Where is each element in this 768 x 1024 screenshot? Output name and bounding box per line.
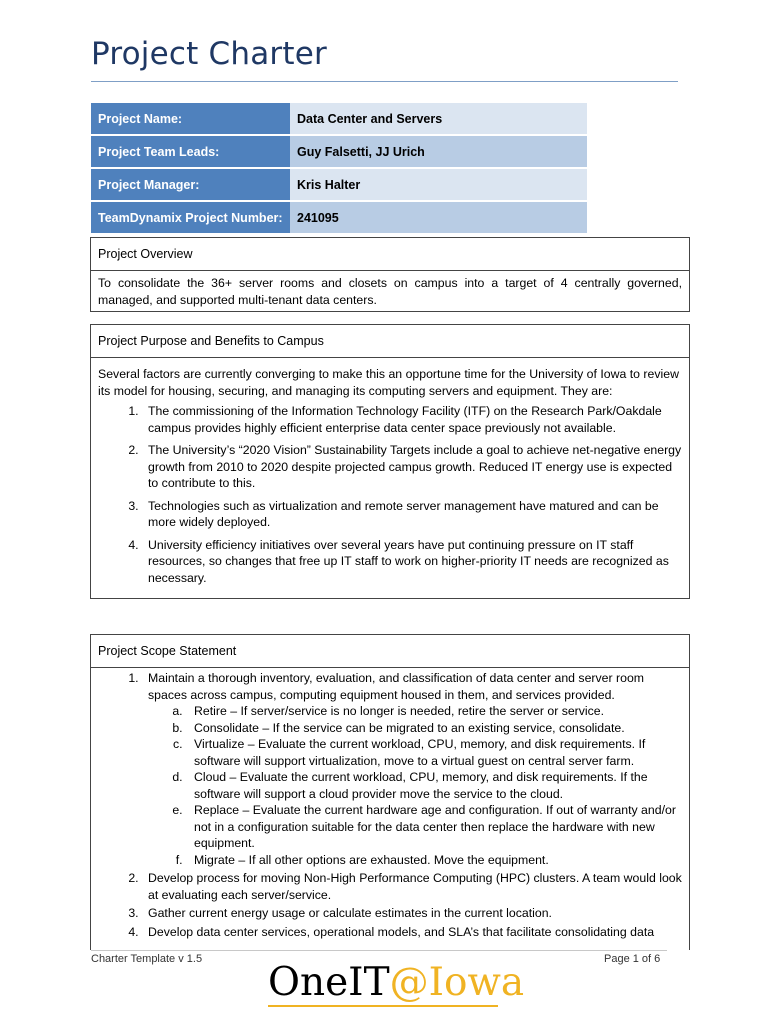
list-item: f. Migrate – If all other options are exhausted. Move the equipment. <box>186 852 682 869</box>
list-item: e. Replace – Evaluate the current hardware age and configuration. If out of warranty and/or not in a configuration suitable for the data center then replace the hardware with new equipment. <box>186 802 682 852</box>
overview-heading: Project Overview <box>91 238 689 271</box>
scope-section <box>90 634 690 950</box>
team-leads-value: Guy Falsetti, JJ Urich <box>290 135 587 168</box>
list-item: d. Cloud – Evaluate the current workload, CPU, memory, and disk requirements. If the software will support a cloud provider move the service to the cloud. <box>186 769 682 802</box>
logo-text-oneit: OneIT <box>268 960 390 1005</box>
scope-body <box>91 668 689 948</box>
list-item: 2. The University’s “2020 Vision” Sustainability Targets include a goal to achieve net-negative energy growth from 2010 to 2020 despite projected campus growth. Reduced IT energy use is expected to contribute to this. <box>142 442 682 492</box>
info-row <box>91 103 587 135</box>
purpose-heading: Project Purpose and Benefits to Campus <box>91 325 689 358</box>
info-row <box>91 168 587 201</box>
scope-list <box>98 670 682 940</box>
scope-heading: Project Scope Statement <box>91 635 689 668</box>
purpose-list <box>98 403 682 586</box>
list-item: 3. Technologies such as virtualization and remote server management have matured and can be more widely deployed. <box>142 498 682 531</box>
purpose-body <box>91 358 689 598</box>
list-item: 1. The commissioning of the Information Technology Facility (ITF) on the Research Park/Oakdale campus provides highly efficient enterprise data center space previously not available. <box>142 403 682 436</box>
template-version: Charter Template v 1.5 <box>91 953 203 965</box>
info-row <box>91 201 587 234</box>
project-name-label: Project Name: <box>91 103 290 135</box>
oneit-iowa-logo <box>268 960 524 1005</box>
list-item: 4. University efficiency initiatives over several years have put continuing pressure on IT staff resources, so changes that free up IT staff to work on higher-priority IT needs are recognized as necessary. <box>142 537 682 587</box>
logo-underline <box>268 1005 498 1007</box>
footer-divider <box>91 950 667 951</box>
scope-item-text: Maintain a thorough inventory, evaluation, and classification of data center and server room spaces across campus, computing equipment housed in them, and services provided. <box>148 671 645 702</box>
page-title: Project Charter <box>91 36 327 72</box>
overview-section <box>90 237 690 312</box>
list-item: c. Virtualize – Evaluate the current workload, CPU, memory, and disk requirements. If software will support virtualization, move to a virtual guest on central server farm. <box>186 736 682 769</box>
page-number: Page 1 of 6 <box>604 953 661 965</box>
list-item: a. Retire – If server/service is no longer is needed, retire the server or service. <box>186 703 682 720</box>
list-item <box>142 670 682 868</box>
project-manager-label: Project Manager: <box>91 168 290 201</box>
overview-text: To consolidate the 36+ server rooms and closets on campus into a target of 4 centrally governed, managed, and supported multi-tenant data centers. <box>98 276 682 307</box>
team-leads-label: Project Team Leads: <box>91 135 290 168</box>
list-item: 2. Develop process for moving Non-High Performance Computing (HPC) clusters. A team would look at evaluating each server/service. <box>142 870 682 903</box>
scope-sublist <box>148 703 682 868</box>
title-divider <box>91 81 678 82</box>
purpose-intro: Several factors are currently converging to make this an opportune time for the University of Iowa to review its model for housing, securing, and managing its computing servers and equipment. They are: <box>98 367 679 398</box>
list-item: 4. Develop data center services, operational models, and SLA’s that facilitate consolidating data <box>142 924 682 941</box>
project-number-label: TeamDynamix Project Number: <box>91 201 290 234</box>
project-info-table <box>91 103 587 235</box>
project-manager-value: Kris Halter <box>290 168 587 201</box>
list-item: b. Consolidate – If the service can be migrated to an existing service, consolidate. <box>186 720 682 737</box>
list-item: 3. Gather current energy usage or calculate estimates in the current location. <box>142 905 682 922</box>
project-name-value: Data Center and Servers <box>290 103 587 135</box>
purpose-section <box>90 324 690 599</box>
logo-text-iowa: @Iowa <box>389 960 525 1005</box>
info-row <box>91 135 587 168</box>
project-number-value: 241095 <box>290 201 587 234</box>
